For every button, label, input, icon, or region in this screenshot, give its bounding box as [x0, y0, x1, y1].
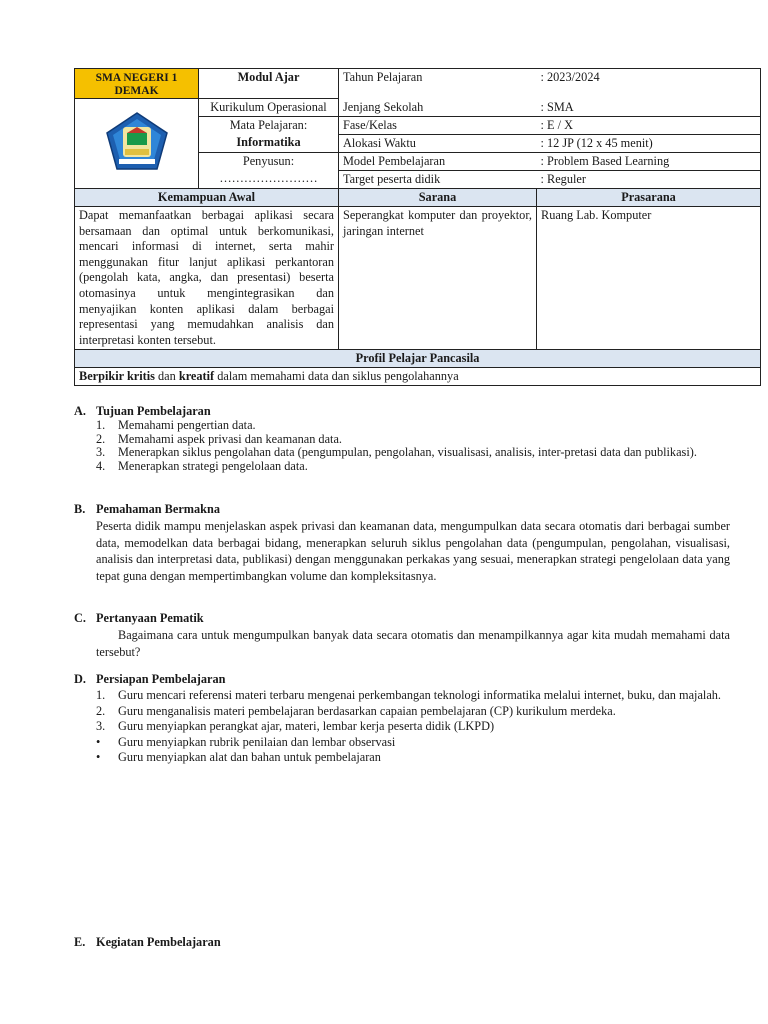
section-a-heading: Tujuan Pembelajaran: [96, 404, 211, 418]
section-b-letter: B.: [74, 502, 86, 516]
info-value-1: : 2023/2024: [537, 69, 761, 99]
info-label-4: Alokasi Waktu: [339, 135, 537, 153]
info-label-2: Jenjang Sekolah: [339, 99, 537, 117]
list-item: 1. Guru mencari referensi materi terbaru mengenai perkembangan teknologi informatika melalui internet, buku, dan majalah.: [96, 688, 721, 702]
info-value-2: : SMA: [537, 99, 761, 117]
col-sarana-header: Sarana: [339, 189, 537, 207]
profil-bold-2: kreatif: [178, 369, 215, 384]
info-value-5: : Problem Based Learning: [537, 153, 761, 171]
list-item: 1. Memahami pengertian data.: [96, 418, 256, 432]
section-b-title: [74, 502, 220, 517]
section-b-text: Peserta didik mampu menjelaskan aspek privasi dan keamanan data, mengumpulkan data secara otomatis dari berbagai sumber data, memodelkan data berbagai bidang, menerapkan seluruh siklus pengolahan data (pengumpulan, pengolahan, visualisasi, analisis dan interpretasi data, publikasi) dengan menggunakan perkakas yang sesuai, menerapkan strategi pengelolaan data yang tepat guna dengan mempertimbangkan volume dan kompleksitasnya.: [96, 519, 730, 583]
section-b-heading: Pemahaman Bermakna: [96, 502, 220, 516]
info-label-5: Model Pembelajaran: [339, 153, 537, 171]
profil-text: [75, 368, 761, 386]
school-name: SMA NEGERI 1 DEMAK: [75, 69, 199, 99]
info-value-3: : E / X: [537, 117, 761, 135]
module-title-cell: [199, 69, 339, 99]
section-e-title: [74, 935, 221, 950]
kemampuan-text: Dapat memanfaatkan berbagai aplikasi secara bersamaan dan optimal untuk berkomunikasi, mencari informasi di internet, serta mahir menggunakan fitur lanjut aplikasi perkantoran (pengolah kata, angka, dan presentasi) beserta otomasinya untuk mengintegrasikan dan menyajikan konten aplikasi dalam berbagai representasi yang memudahkan analisis dan interpretasi konten tersebut.: [75, 207, 339, 350]
info-label-1: Tahun Pelajaran: [339, 69, 537, 99]
author-label: Penyusun:: [242, 154, 295, 168]
school-crest-logo-icon: [105, 111, 169, 171]
section-a-list: [74, 419, 730, 473]
module-title: Modul Ajar: [237, 70, 300, 84]
list-item: 2. Memahami aspek privasi dan keamanan data.: [96, 431, 342, 446]
prasarana-text: Ruang Lab. Komputer: [537, 207, 761, 350]
author-cell: [199, 153, 339, 189]
list-item: • Guru menyiapkan rubrik penilaian dan lembar observasi: [96, 734, 396, 749]
list-item: 2. Guru menganalisis materi pembelajaran berdasarkan capaian pembelajaran (CP) kurikulum merdeka.: [96, 703, 616, 718]
subject-cell: [199, 117, 339, 153]
section-e-letter: E.: [74, 935, 86, 949]
profil-rest: dalam memahami data dan siklus pengolahannya: [214, 369, 459, 384]
author-value: ……………………: [219, 171, 318, 185]
profil-mid: dan: [154, 369, 179, 384]
section-c-title: [74, 611, 204, 626]
section-a-letter: A.: [74, 404, 86, 418]
section-d-list: [74, 688, 730, 766]
section-c-text: Bagaimana cara untuk mengumpulkan banyak data secara otomatis dan menampilkannya agar kita mudah memahami data tersebut?: [96, 628, 730, 659]
section-e-heading: Kegiatan Pembelajaran: [96, 935, 221, 949]
list-item: 3. Guru menyiapkan perangkat ajar, materi, lembar kerja peserta didik (LKPD): [96, 719, 495, 733]
info-label-3: Fase/Kelas: [339, 117, 537, 135]
profil-bold-1: Berpikir kritis: [79, 369, 155, 384]
section-c-letter: C.: [74, 611, 86, 625]
info-label-6: Target peserta didik: [339, 171, 537, 189]
module-header-table: [74, 68, 761, 386]
logo-cell: [75, 99, 199, 189]
info-value-6: : Reguler: [537, 171, 761, 189]
list-item: • Guru menyiapkan alat dan bahan untuk pembelajaran: [96, 750, 381, 764]
col-prasarana-header: Prasarana: [537, 189, 761, 207]
section-d-title: [74, 672, 225, 687]
section-d-letter: D.: [74, 672, 86, 686]
info-value-4: : 12 JP (12 x 45 menit): [537, 135, 761, 153]
module-subtitle: Kurikulum Operasional: [199, 99, 339, 117]
section-c-heading: Pertanyaan Pematik: [96, 611, 204, 625]
subject-value: Informatika: [236, 135, 301, 149]
section-a-title: [74, 404, 211, 419]
col-kemampuan-header: Kemampuan Awal: [75, 189, 339, 207]
list-item: 4. Menerapkan strategi pengelolaan data.: [96, 458, 308, 473]
sarana-text: Seperangkat komputer dan proyektor, jaringan internet: [339, 207, 537, 350]
list-item: 3. Menerapkan siklus pengolahan data (pengumpulan, pengolahan, visualisasi, analisis, inter-pretasi data dan publikasi).: [96, 445, 697, 459]
profil-header: Profil Pelajar Pancasila: [75, 350, 761, 368]
section-d-heading: Persiapan Pembelajaran: [96, 672, 226, 686]
subject-label: Mata Pelajaran:: [229, 118, 308, 132]
